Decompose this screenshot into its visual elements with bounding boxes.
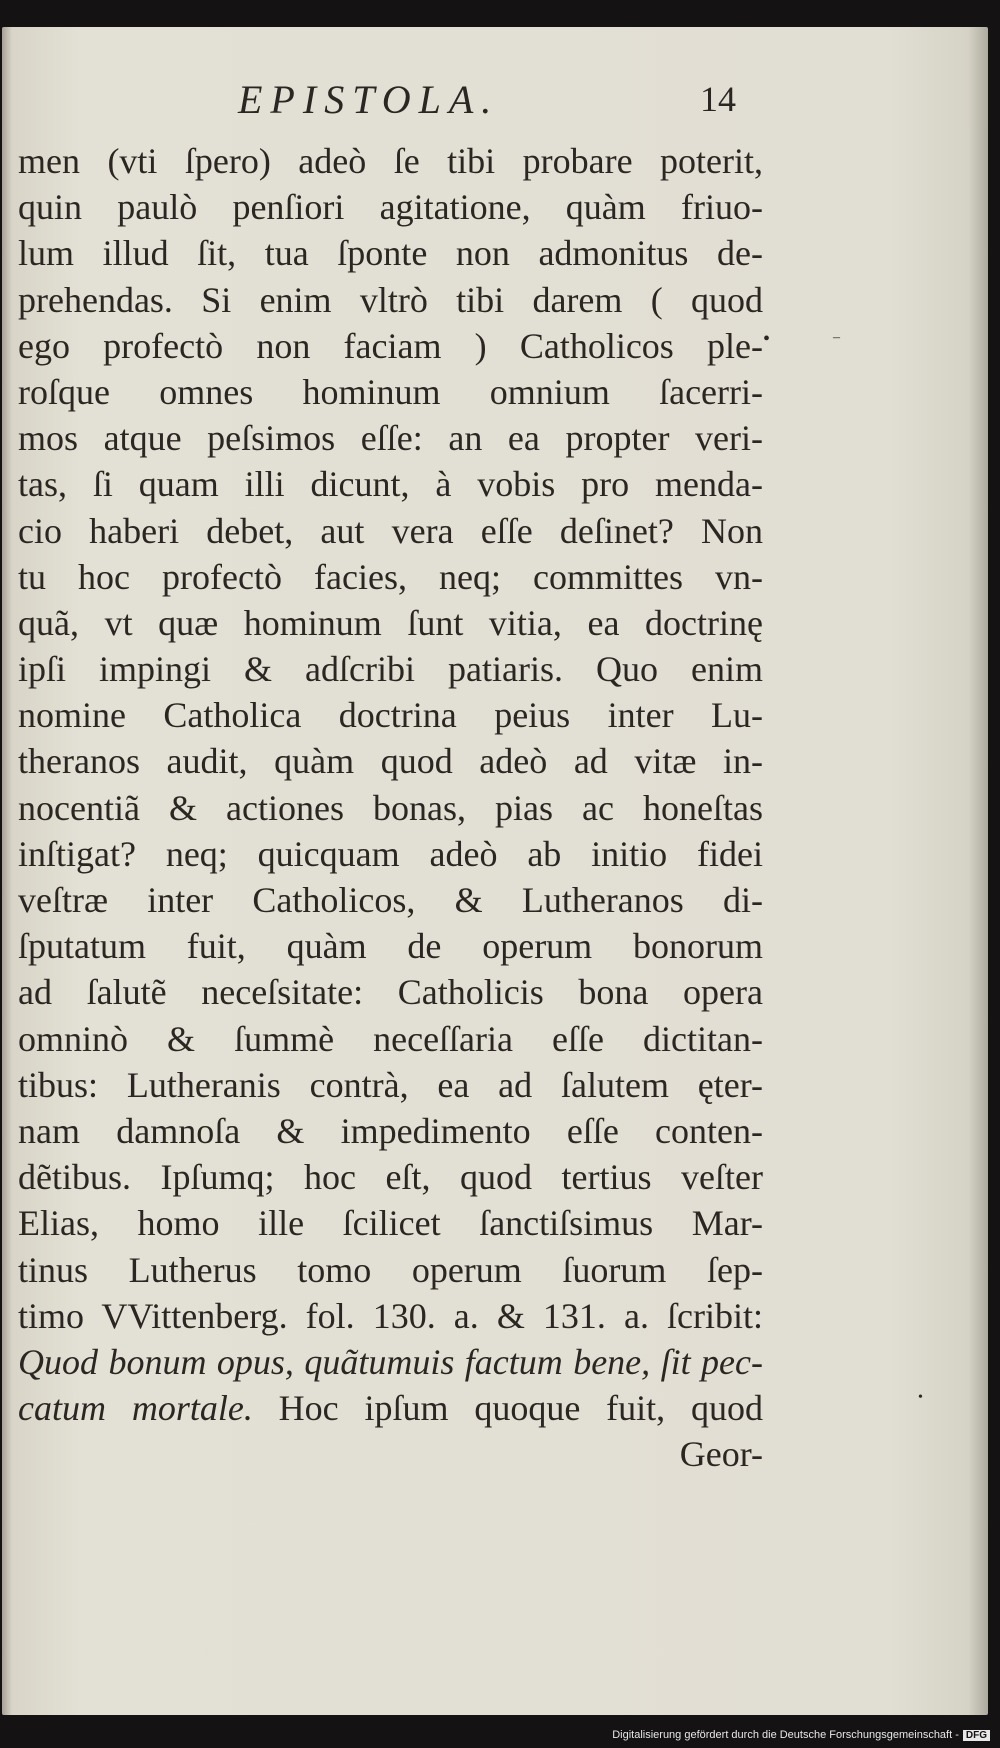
catchword: Geor- [679,1434,763,1475]
text-line: nam damnoſa & impedimento eſſe conten- [18,1110,763,1151]
text-line: prehendas. Si enim vltrò tibi darem ( quod [18,279,763,320]
text-line: tas, ſi quam illi dicunt, à vobis pro menda- [18,464,763,505]
margin-dash-mark: – [833,330,840,345]
text-line: quã, vt quæ hominum ſunt vitia, ea doctrinę [18,602,763,643]
text-line: Elias, homo ille ſcilicet ſanctiſsimus Mar- [18,1203,763,1244]
text-line: veſtræ inter Catholicos, & Lutheranos di- [18,880,763,920]
text-line-mixed [18,1385,763,1431]
page-edge-shadow [968,27,988,1715]
text-line: nomine Catholica doctrina peius inter Lu- [18,695,763,736]
text-line: ego profectò non faciam ) Catholicos ple- [18,325,763,366]
text-line: mos atque peſsimos eſſe: an ea propter veri- [18,418,763,459]
body-text [18,138,763,1477]
text-line: nocentiã & actiones bonas, pias ac honeſtas [18,787,763,828]
text-line: tu hoc profectò facies, neq; committes vn- [18,556,763,597]
running-title: EPISTOLA. [238,77,500,122]
text-line: omninò & ſummè neceſſaria eſſe dictitan- [18,1018,763,1059]
text-line: lum illud ſit, tua ſponte non admonitus de- [18,233,763,274]
page-number: 14 [700,79,736,119]
text-line: dẽtibus. Ipſumq; hoc eſt, quod tertius veſter [18,1157,763,1198]
text-line: ipſi impingi & adſcribi patiaris. Quo enim [18,649,763,690]
text-line: quin paulò penſiori agitatione, quàm friuo- [18,187,763,228]
dfg-logo: DFG [963,1730,990,1741]
page-header [0,76,1000,126]
quotation-end: catum mortale. [18,1388,253,1429]
text-line: men (vti ſpero) adeò ſe tibi probare poterit, [18,141,763,181]
footer-credit-text: Digitalisierung gefördert durch die Deutsche Forschungsgemeinschaft - [612,1729,959,1741]
text-line: ad ſalutẽ neceſsitate: Catholicis bona opera [18,972,763,1013]
text-line: ſputatum fuit, quàm de operum bonorum [18,926,763,967]
quotation-line: Quod bonum opus, quãtumuis factum bene, ſit pec- [18,1341,763,1382]
page-gutter-shadow [2,27,12,1715]
text-line: timo VVittenberg. fol. 130. a. & 131. a. ſcribit: [18,1295,763,1336]
text-continuation: Hoc ipſum quoque fuit, quod [252,1388,764,1429]
margin-dot-mark: • [918,1390,923,1405]
text-line: theranos audit, quàm quod adeò ad vitæ in- [18,741,763,782]
text-line: inſtigat? neq; quicquam adeò ab initio fidei [18,833,763,874]
margin-dot-mark: • [763,328,771,350]
footer-credit [612,1729,990,1741]
digitization-footer [0,1725,1000,1748]
text-line: tinus Lutherus tomo operum ſuorum ſep- [18,1249,763,1290]
text-line: cio haberi debet, aut vera eſſe deſinet? Non [18,510,763,551]
text-line: roſque omnes hominum omnium ſacerri- [18,371,763,412]
text-line: tibus: Lutheranis contrà, ea ad ſalutem ęter- [18,1064,763,1105]
